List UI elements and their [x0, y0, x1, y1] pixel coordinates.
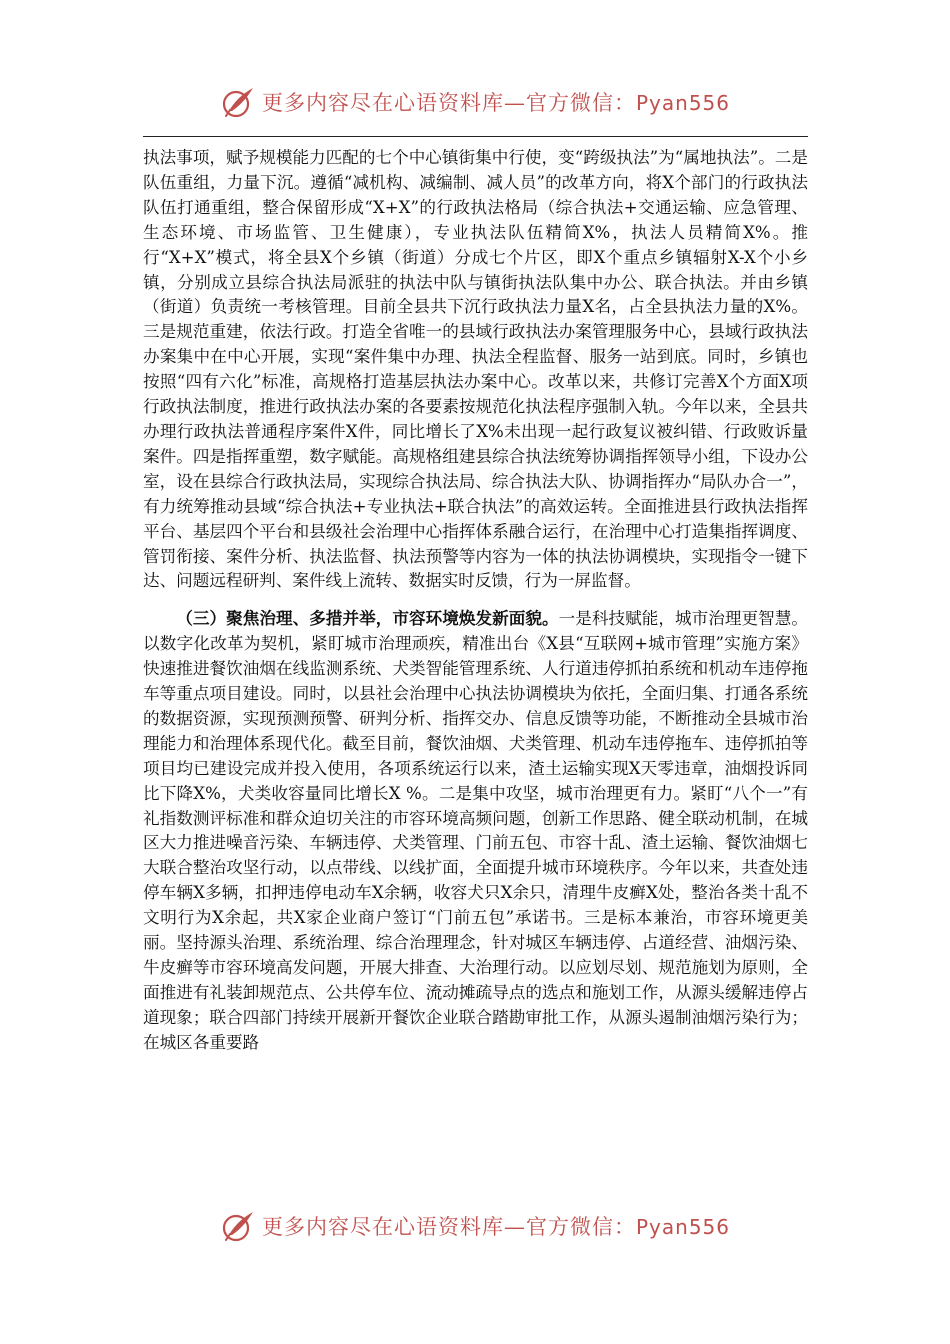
document-body: [143, 146, 808, 1056]
header-banner-label: 更多内容尽在心语资料库—官方微信：: [261, 91, 636, 115]
header-banner-handle: Pyan556: [635, 91, 730, 115]
paragraph-1: 执法事项，赋予规模能力匹配的七个中心镇街集中行使，变“跨级执法”为“属地执法”。二是队伍重组，力量下沉。遵循“减机构、减编制、减人员”的改革方向，将X个部门的行政执法队伍打通重组，整合保留形成“X+X”的行政执法格局（综合执法+交通运输、应急管理、生态环境、市场监管、卫生健康），专业执法队伍精简X%，执法人员精简X%。推行“X+X”模式，将全县X个乡镇（街道）分成七个片区，即X个重点乡镇辐射X-X个小乡镇，分别成立县综合执法局派驻的执法中队与镇街执法队集中办公、联合执法。并由乡镇（街道）负责统一考核管理。目前全县共下沉行政执法力量X名，占全县执法力量的X%。三是规范重建，依法行政。打造全省唯一的县域行政执法办案管理服务中心，县域行政执法办案集中在中心开展，实现“案件集中办理、执法全程监督、服务一站到底。同时，乡镇也按照“四有六化”标准，高规格打造基层执法办案中心。改革以来，共修订完善X个方面X项行政执法制度，推进行政执法办案的各要素按规范化执法程序强制入轨。今年以来，全县共办理行政执法普通程序案件X件，同比增长了X%未出现一起行政复议被纠错、行政败诉量案件。四是指挥重塑，数字赋能。高规格组建县综合执法统筹协调指挥领导小组，下设办公室，设在县综合行政执法局，实现综合执法局、综合执法大队、协调指挥办“局队办合一”，有力统筹推动县域“综合执法+专业执法+联合执法”的高效运转。全面推进县行政执法指挥平台、基层四个平台和县级社会治理中心指挥体系融合运行，在治理中心打造集指挥调度、管罚衔接、案件分析、执法监督、执法预警等内容为一体的执法协调模块，实现指令一键下达、问题远程研判、案件线上流转、数据实时反馈，行为一屏监督。: [143, 148, 808, 591]
paragraph-2: [143, 606, 808, 1055]
footer-banner-label: 更多内容尽在心语资料库—官方微信：: [261, 1215, 636, 1239]
quill-logo-icon: [220, 84, 256, 120]
footer-banner[interactable]: [0, 1206, 950, 1246]
header-rule: [143, 136, 808, 137]
quill-logo-icon: [220, 1208, 256, 1244]
header-banner-text: [262, 87, 730, 117]
header-banner[interactable]: [0, 82, 950, 122]
footer-banner-handle: Pyan556: [635, 1215, 730, 1239]
footer-banner-text: [262, 1211, 730, 1241]
paragraph-2-text: 一是科技赋能，城市治理更智慧。以数字化改革为契机，紧盯城市治理顽疾，精准出台《X县“互联网+城市管理”实施方案》快速推进餐饮油烟在线监测系统、犬类智能管理系统、人行道违停抓拍系统和机动车违停拖车等重点项目建设。同时，以县社会治理中心执法协调模块为依托，全面归集、打通各系统的数据资源，实现预测预警、研判分析、指挥交办、信息反馈等功能，不断推动全县城市治理能力和治理体系现代化。截至目前，餐饮油烟、犬类管理、机动车违停拖车、违停抓拍等项目均已建设完成并投入使用，各项系统运行以来，渣土运输实现X天零违章，油烟投诉同比下降X%，犬类收容量同比增长X %。二是集中攻坚，城市治理更有力。紧盯“八个一”有礼指数测评标准和群众迫切关注的市容环境高频问题，创新工作思路、健全联动机制，在城区大力推进噪音污染、车辆违停、犬类管理、门前五包、市容十乱、渣土运输、餐饮油烟七大联合整治攻坚行动，以点带线、以线扩面，全面提升城市环境秩序。今年以来，共查处违停车辆X多辆，扣押违停电动车X余辆，收容犬只X余只，清理牛皮癣X处，整治各类十乱不文明行为X余起，共X家企业商户签订“门前五包”承诺书。三是标本兼治，市容环境更美丽。坚持源头治理、系统治理、综合治理理念，针对城区车辆违停、占道经营、油烟污染、牛皮癣等市容环境高发问题，开展大排查、大治理行动。以应划尽划、规范施划为原则，全面推进有礼装卸规范点、公共停车位、流动摊疏导点的选点和施划工作，从源头缓解违停占道现象；联合四部门持续开展新开餐饮企业联合踏勘审批工作，从源头遏制油烟污染行为；在城区各重要路: [143, 609, 809, 1052]
section-heading: （三）聚焦治理、多措并举，市容环境焕发新面貌。: [176, 608, 559, 629]
